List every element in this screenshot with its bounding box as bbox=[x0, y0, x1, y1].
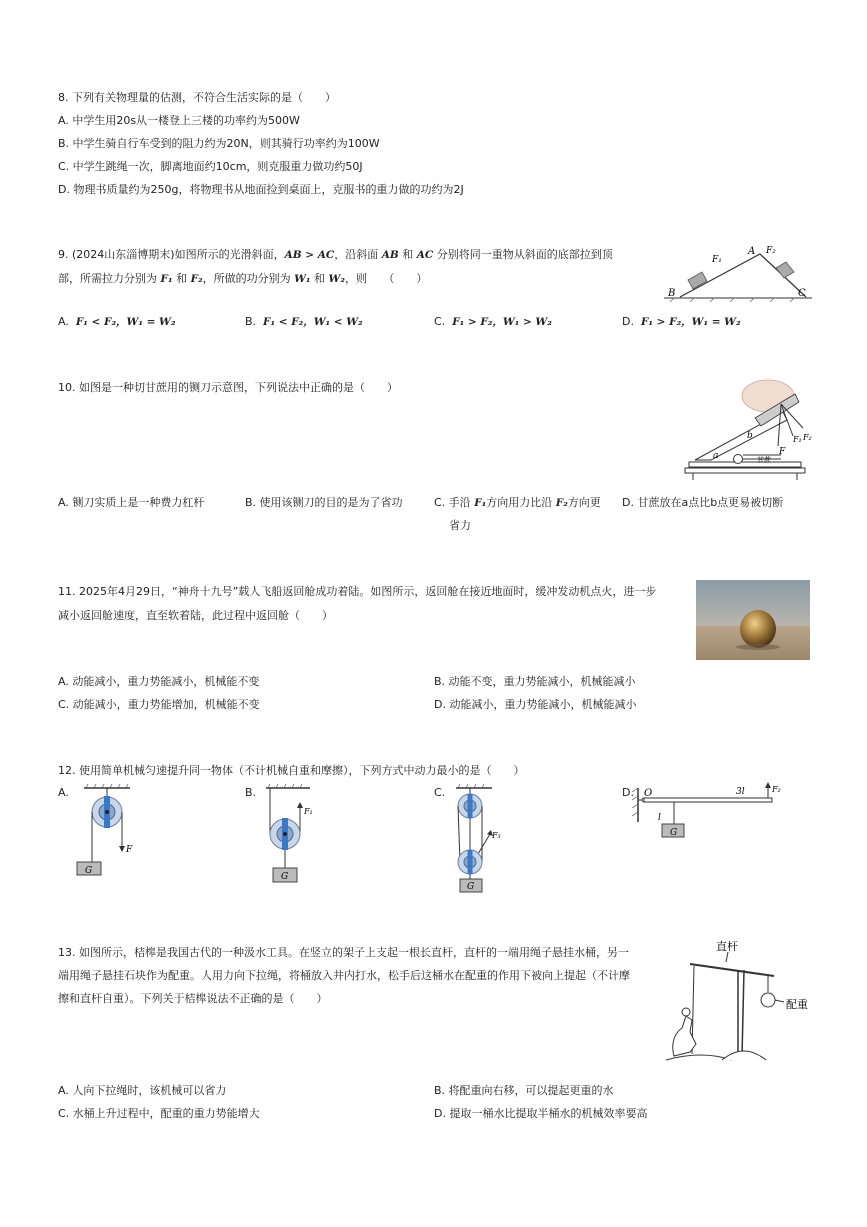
q9-label-f1: F₁ bbox=[712, 255, 722, 265]
q9-option-a: A. F₁ < F₂，W₁ = W₂ bbox=[58, 315, 176, 328]
q12b-label-g: G bbox=[281, 872, 289, 882]
q8-option-b: B. 中学生骑自行车受到的阻力约为20N，则其骑行功率约为100W bbox=[58, 137, 380, 150]
q12-pulley-block-figure bbox=[452, 784, 522, 896]
q13-label-weight: 配重 bbox=[786, 998, 808, 1011]
q13-option-a: A. 人向下拉绳时，该机械可以省力 bbox=[58, 1084, 227, 1097]
q12-fixed-pulley-figure bbox=[72, 784, 142, 880]
q13-stem-line3: 擦和直杆自重）。下列关于桔槔说法不正确的是（ ） bbox=[58, 992, 328, 1005]
q13-option-c: C. 水桶上升过程中，配重的重力势能增大 bbox=[58, 1107, 260, 1120]
q12-movable-pulley-figure bbox=[262, 784, 332, 886]
q11-stem-line1: 11. 2025年4月29日，“神舟十九号”载人飞船返回舱成功着陆。如图所示，返回舱在接近地面时，缓冲发动机点火，进一步 bbox=[58, 585, 657, 598]
q12d-label-l: l bbox=[658, 813, 661, 823]
q10-option-c-cont: 省力 bbox=[449, 519, 471, 532]
q12d-label-o: O bbox=[644, 788, 653, 799]
q9-label-f2: F₂ bbox=[766, 246, 776, 256]
q13-label-rod: 直杆 bbox=[716, 940, 738, 953]
q12-label-d: D. bbox=[622, 786, 634, 799]
q10-label-f2: F₂ bbox=[803, 433, 812, 442]
q11-option-a: A. 动能减小，重力势能减小，机械能不变 bbox=[58, 675, 260, 688]
q9-option-c: C. F₁ > F₂，W₁ > W₂ bbox=[434, 315, 552, 328]
q10-option-a: A. 铡刀实质上是一种费力杠杆 bbox=[58, 496, 205, 509]
q8-option-a: A. 中学生用20s从一楼登上三楼的功率约为500W bbox=[58, 114, 300, 127]
q11-option-d: D. 动能减小，重力势能减小，机械能减小 bbox=[434, 698, 637, 711]
q13-well-sweep-figure bbox=[662, 936, 812, 1066]
q12d-label-3l: 3l bbox=[736, 787, 745, 797]
q9-label-b: B bbox=[668, 288, 676, 299]
q8-stem: 8. 下列有关物理量的估测，不符合生活实际的是（ ） bbox=[58, 91, 336, 104]
q13-stem-line1: 13. 如图所示，桔槔是我国古代的一种汲水工具。在竖立的架子上支起一根长直杆，直杆的一端用绳子悬挂水桶，另一 bbox=[58, 946, 629, 959]
q10-label-f1: F₁ bbox=[793, 435, 802, 444]
q11-stem-line2: 减小返回舱速度，直至软着陆，此过程中返回舱（ ） bbox=[58, 609, 333, 622]
q12c-label-g: G bbox=[467, 882, 475, 892]
q10-label-cane: 甘蔗 bbox=[757, 456, 771, 464]
q13-option-b: B. 将配重向右移，可以提起更重的水 bbox=[434, 1084, 614, 1097]
q13-stem-line2: 端用绳子悬挂石块作为配重。人用力向下拉绳，将桶放入井内打水，松手后这桶水在配重的作用下被向上提起（不计摩 bbox=[58, 969, 630, 982]
q9-option-d: D. F₁ > F₂，W₁ = W₂ bbox=[622, 315, 741, 328]
q12b-label-f1: F₁ bbox=[304, 807, 313, 816]
q12c-label-f3: F₃ bbox=[492, 831, 501, 840]
q12a-label-f: F bbox=[126, 845, 133, 855]
q12a-label-g: G bbox=[85, 866, 93, 876]
q12-label-c: C. bbox=[434, 786, 446, 799]
q10-label-a: a bbox=[713, 451, 719, 461]
q12-lever-figure bbox=[632, 782, 782, 846]
q10-stem: 10. 如图是一种切甘蔗用的铡刀示意图，下列说法中正确的是（ ） bbox=[58, 381, 398, 394]
q9-stem-line2: 部，所需拉力分别为 F₁ 和 F₂，所做的功分别为 W₁ 和 W₂，则 （ ） bbox=[58, 272, 428, 285]
q12d-label-f2: F₂ bbox=[772, 785, 781, 794]
q12-label-a: A. bbox=[58, 786, 69, 799]
q11-option-c: C. 动能减小，重力势能增加，机械能不变 bbox=[58, 698, 260, 711]
q10-label-b: b bbox=[747, 431, 753, 441]
q12d-label-g: G bbox=[670, 828, 678, 838]
q10-option-d: D. 甘蔗放在a点比b点更易被切断 bbox=[622, 496, 784, 509]
q8-option-d: D. 物理书质量约为250g，将物理书从地面捡到桌面上，克服书的重力做的功约为2J bbox=[58, 183, 464, 196]
q10-option-b: B. 使用该铡刀的目的是为了省功 bbox=[245, 496, 403, 509]
q9-incline-figure bbox=[664, 240, 814, 302]
q8-option-c: C. 中学生跳绳一次，脚离地面约10cm，则克服重力做功约50J bbox=[58, 160, 363, 173]
q10-cutter-figure bbox=[683, 374, 813, 482]
q9-option-b: B. F₁ < F₂，W₁ < W₂ bbox=[245, 315, 363, 328]
q9-label-a: A bbox=[748, 246, 756, 257]
q11-option-b: B. 动能不变，重力势能减小，机械能减小 bbox=[434, 675, 636, 688]
q10-option-c: C. 手沿 F₁方向用力比沿 F₂方向更 bbox=[434, 496, 601, 509]
q13-option-d: D. 提取一桶水比提取半桶水的机械效率要高 bbox=[434, 1107, 648, 1120]
q11-capsule-photo bbox=[696, 580, 810, 660]
q12-stem: 12. 使用简单机械匀速提升同一物体（不计机械自重和摩擦），下列方式中动力最小的是（ ） bbox=[58, 764, 525, 777]
q10-label-f: F bbox=[779, 447, 786, 457]
q12-label-b: B. bbox=[245, 786, 257, 799]
q9-label-c: C bbox=[798, 288, 806, 299]
q9-stem-line1: 9. (2024山东淄博期末)如图所示的光滑斜面，AB > AC，沿斜面 AB 和 AC 分别将同一重物从斜面的底部拉到顶 bbox=[58, 248, 613, 261]
